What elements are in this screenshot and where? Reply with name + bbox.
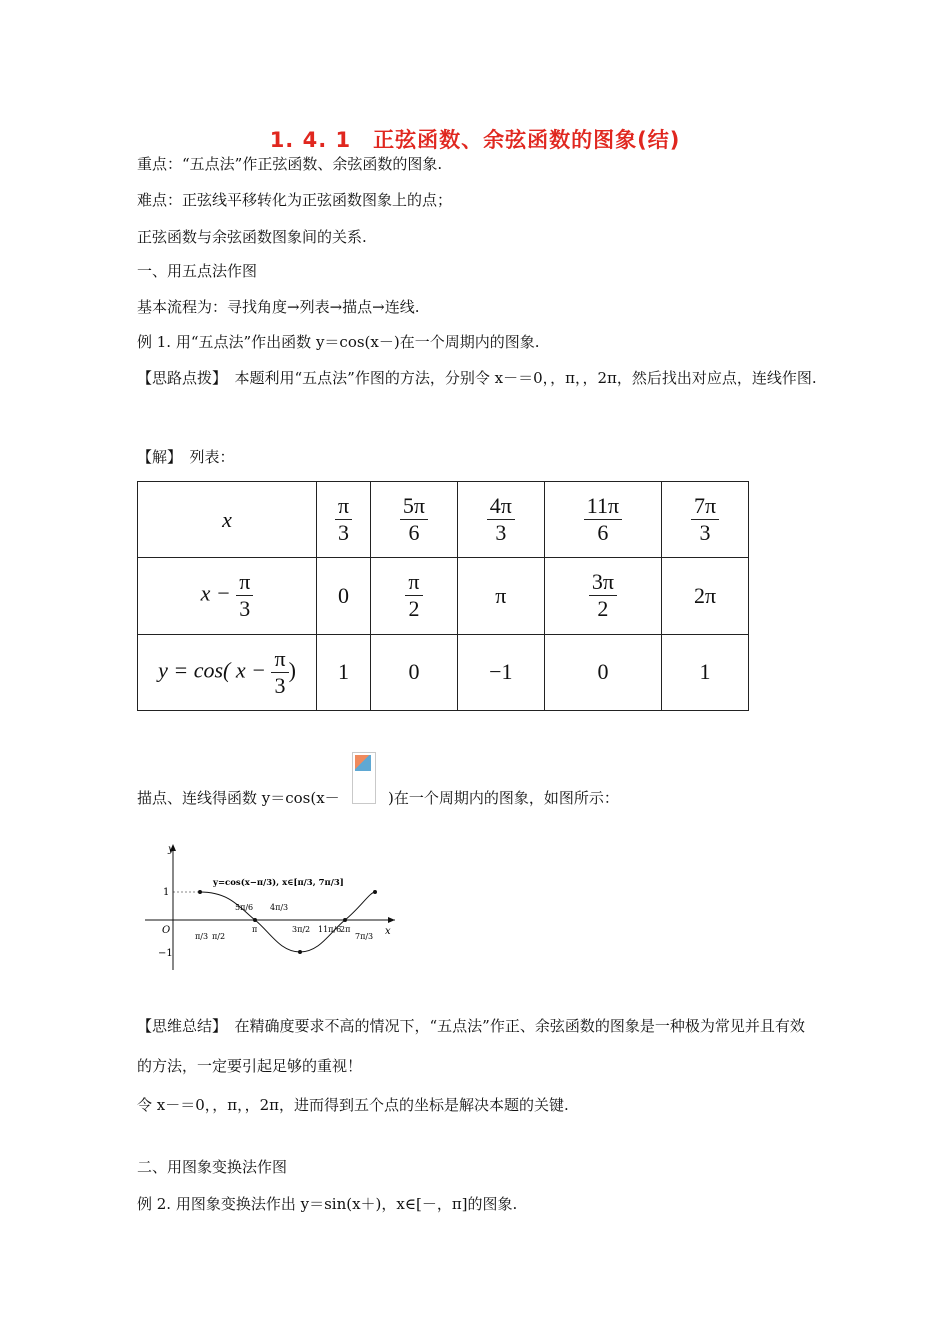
plot-text-a: 描点、连线得函数 y＝cos(x－ (137, 789, 340, 807)
example-1: 例 1. 用“五点法”作出函数 y＝cos(x－)在一个周期内的图象. (137, 333, 540, 351)
cosine-curve (200, 892, 375, 952)
curve-point (373, 890, 377, 894)
row-label-shift: x − (200, 581, 231, 607)
table-cell: 2π (693, 582, 717, 608)
table-cell: 3 (495, 520, 507, 546)
table-cell: 2 (408, 596, 420, 622)
x-axis-label: x (385, 926, 391, 937)
table-cell: 5π (400, 494, 428, 520)
y-axis-label: y (168, 844, 174, 855)
section-heading-1: 一、用五点法作图 (137, 262, 258, 280)
origin-label: O (162, 925, 171, 936)
table-row (138, 634, 749, 710)
table-cell: π (495, 582, 507, 608)
page-title: 1. 4. 1 正弦函数、余弦函数的图象(结) (269, 128, 681, 152)
table-cell: 0 (597, 659, 609, 685)
label-frac-den: 3 (239, 596, 251, 622)
tick-label: 5π/6 (235, 903, 254, 912)
table-cell: 3π (589, 570, 617, 596)
table-row (138, 558, 749, 634)
tick-label: π/2 (212, 932, 226, 941)
summary-line-2: 令 x－＝0，，π，，2π，进而得到五个点的坐标是解决本题的关键. (137, 1096, 569, 1114)
value-table (137, 481, 749, 711)
cosine-graph (140, 840, 400, 980)
example-2: 例 2. 用图象变换法作出 y＝sin(x＋)，x∈[－，π]的图象. (137, 1195, 518, 1213)
flow-line: 基本流程为：寻找角度→列表→描点→连线. (137, 298, 420, 316)
section-heading-2: 二、用图象变换法作图 (137, 1158, 288, 1176)
table-cell: π (335, 494, 352, 520)
label-frac-num: π (271, 647, 288, 673)
table-cell: 6 (597, 520, 609, 546)
y-neg-one-label: −1 (158, 948, 173, 959)
label-frac-den: 3 (274, 672, 286, 698)
table-cell: −1 (489, 659, 513, 685)
tick-label: π/3 (195, 932, 209, 941)
table-cell: 11π (584, 494, 622, 520)
row-label-x: x (222, 506, 232, 532)
table-cell: 0 (408, 659, 420, 685)
function-formula: y=cos(x−π/3), x∈[π/3, 7π/3] (213, 878, 344, 888)
table-cell: 3 (338, 520, 350, 546)
row-label-func: y = cos( x − (158, 657, 266, 683)
table-cell: 7π (691, 494, 719, 520)
table-cell: 0 (338, 582, 350, 608)
broken-image-icon (352, 752, 376, 804)
table-cell: 1 (338, 659, 350, 685)
table-cell: 2 (597, 596, 609, 622)
label-paren: ) (288, 657, 296, 683)
plot-text-b: )在一个周期内的图象，如图所示： (388, 789, 619, 807)
tick-label: π (252, 925, 258, 934)
tick-label: 11π/6 (318, 925, 342, 934)
table-row (138, 482, 749, 558)
label-frac-num: π (236, 570, 253, 596)
curve-point (343, 918, 347, 922)
focus-line: 重点：“五点法”作正弦函数、余弦函数的图象. (137, 155, 443, 173)
curve-point (198, 890, 202, 894)
tick-label: 7π/3 (355, 932, 374, 941)
tick-label: 4π/3 (270, 903, 289, 912)
table-cell: 3 (699, 520, 711, 546)
tick-label: 2π (340, 925, 351, 934)
table-cell: 4π (487, 494, 515, 520)
summary-paragraph: 【思维总结】 在精确度要求不高的情况下，“五点法”作正、余弦函数的图象是一种极为常见并且有效的方法，一定要引起足够的重视！ (137, 1017, 805, 1075)
curve-point (253, 918, 257, 922)
difficulty-line-2: 正弦函数与余弦函数图象间的关系. (137, 228, 367, 246)
hint-paragraph: 【思路点拨】 本题利用“五点法”作图的方法，分别令 x－＝0，，π，，2π，然后找出对应点，连线作图. (137, 369, 817, 387)
curve-point (298, 950, 302, 954)
x-axis-arrow (388, 917, 395, 923)
y-one-label: 1 (163, 887, 170, 898)
difficulty-line-1: 难点：正弦线平移转化为正弦函数图象上的点； (137, 191, 453, 209)
table-cell: 1 (699, 659, 711, 685)
tick-label: 3π/2 (292, 925, 311, 934)
table-cell: 6 (408, 520, 420, 546)
table-cell: π (405, 570, 422, 596)
solution-label: 【解】 列表： (137, 448, 235, 466)
